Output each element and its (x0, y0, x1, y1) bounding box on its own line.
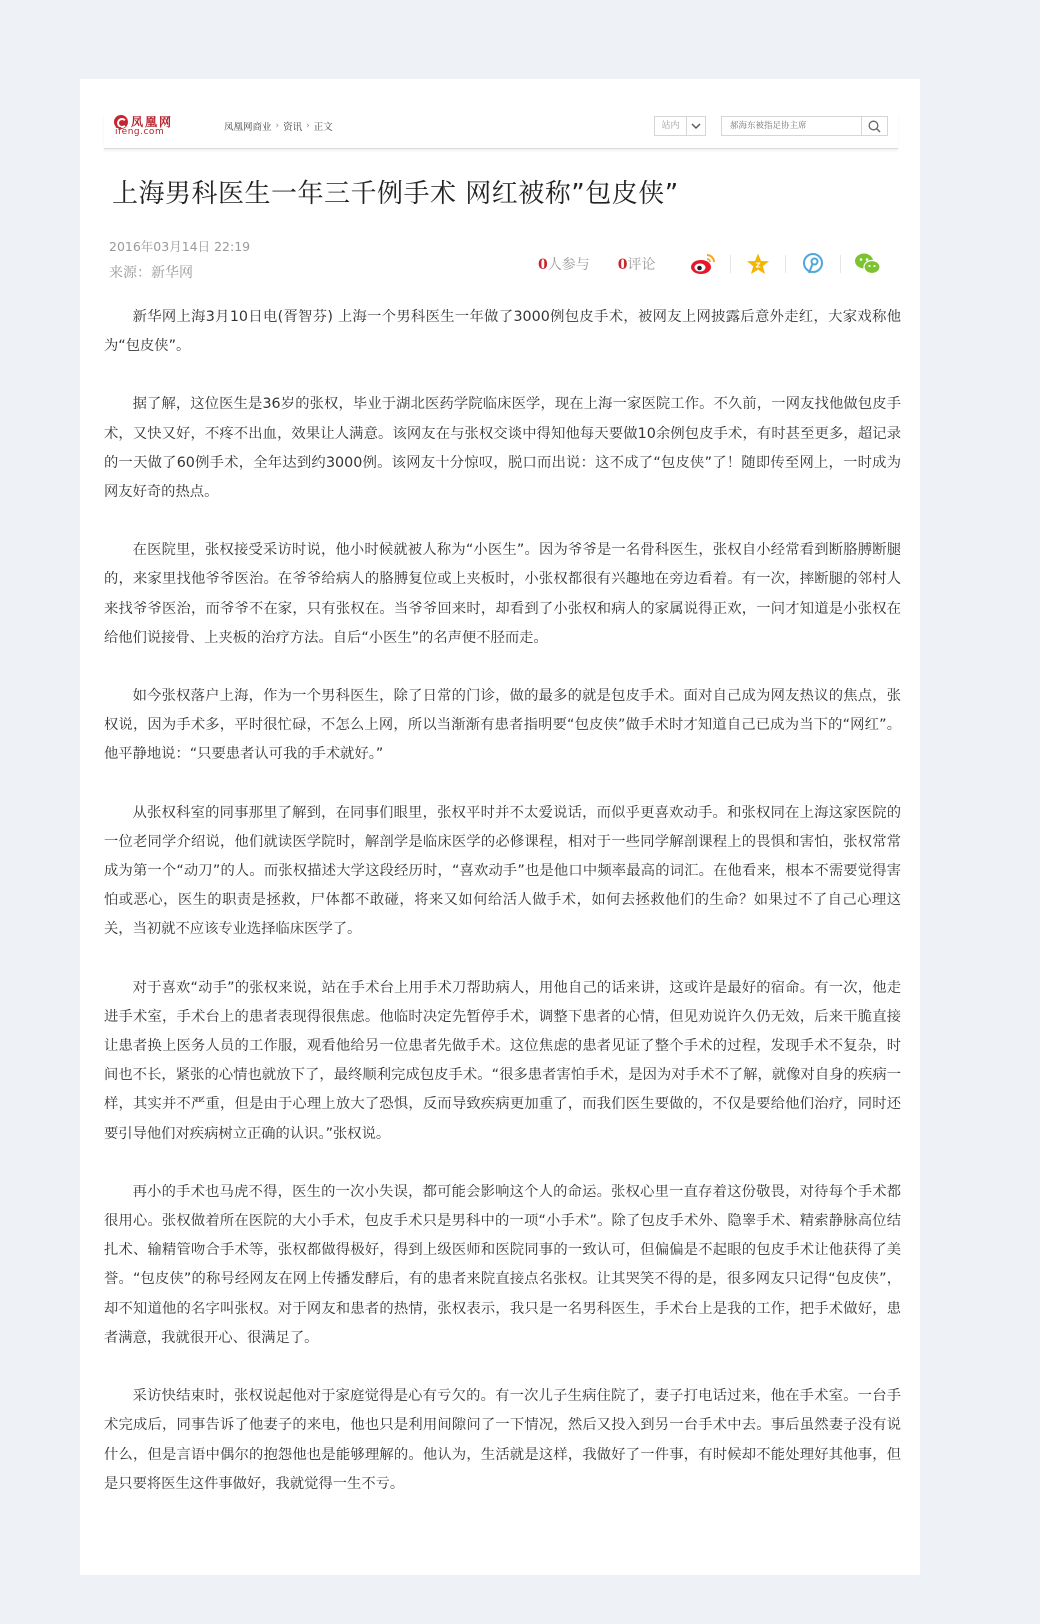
logo-text-en: ifeng.com (115, 127, 165, 137)
wechat-icon[interactable] (853, 251, 883, 277)
article-paragraph: 再小的手术也马虎不得，医生的一次小失误，都可能会影响这个人的命运。张权心里一直存着这份敬畏，对待每个手术都很用心。张权做着所在医院的大小手术，包皮手术只是男科中的一项“小手术”。除了包皮手术外、隐睾手术、精索静脉高位结扎术、输精管吻合手术等，张权都做得极好，得到上级医师和医院同事的一致认可，但偏偏是不起眼的包皮手术让他获得了美誉。“包皮侠”的称号经网友在网上传播发酵后，有的患者来院直接点名张权。让其哭笑不得的是，很多网友只记得“包皮侠”，却不知道他的名字叫张权。对于网友和患者的热情，张权表示，我只是一名男科医生，手术台上是我的工作，把手术做好，患者满意，我就很开心、很满足了。 (104, 1183, 901, 1346)
share-bar (688, 251, 883, 277)
comments-count[interactable]: 0评论 (617, 257, 656, 273)
search-scope-value: 站内 (655, 117, 687, 135)
svg-text:Z: Z (754, 261, 761, 270)
publish-date: 2016年03月14日 22:19 (109, 239, 251, 254)
qzone-star-icon[interactable] (743, 251, 773, 277)
breadcrumb (224, 119, 333, 133)
logo-text-cn: 凤凰网 (131, 115, 174, 129)
article-card (80, 79, 920, 1575)
chevron-right-icon: › (275, 121, 280, 131)
article-paragraph: 从张权科室的同事那里了解到，在同事们眼里，张权平时并不太爱说话，而似乎更喜欢动手。和张权同在上海这家医院的一位老同学介绍说，他们就读医学院时，解剖学是临床医学的必修课程，相对于一些同学解剖课程上的畏惧和害怕，张权常常成为第一个“动刀”的人。而张权描述大学这段经历时，“喜欢动手”也是他口中频率最高的词汇。在他看来，根本不需要觉得害怕或恶心，医生的职责是拯救，尸体都不敢碰，将来又如何给活人做手术，如何去拯救他们的生命？如果过不了自己心理这关，当初就不应该专业选择临床医学了。 (104, 804, 901, 938)
breadcrumb-item-business[interactable]: 凤凰网商业 (224, 122, 272, 133)
search-box (721, 116, 888, 136)
article-body (104, 303, 901, 1528)
tencent-weibo-icon[interactable] (798, 251, 828, 277)
article-title: 上海男科医生一年三千例手术 网红被称”包皮侠” (112, 179, 679, 209)
search-scope-select[interactable] (654, 116, 706, 136)
article-paragraph: 据了解，这位医生是36岁的张权，毕业于湖北医药学院临床医学，现在上海一家医院工作。不久前，一网友找他做包皮手术，又快又好，不疼不出血，效果让人满意。该网友在与张权交谈中得知他每天要做10余例包皮手术，有时甚至更多，超记录的一天做了60例手术，全年达到约3000例。该网友十分惊叹，脱口而出说：这不成了“包皮侠”了！随即传至网上，一时成为网友好奇的热点。 (104, 396, 901, 501)
breadcrumb-item-article: 正文 (313, 122, 333, 133)
chevron-right-icon: › (306, 121, 310, 131)
divider (840, 255, 841, 273)
participants-count[interactable]: 0人参与 (538, 257, 590, 273)
search-icon (868, 120, 881, 133)
article-paragraph: 新华网上海3月10日电(胥智芬) 上海一个男科医生一年做了3000例包皮手术，被网友上网披露后意外走红，大家戏称他为“包皮侠”。 (104, 309, 901, 355)
search-button[interactable] (861, 117, 887, 135)
article-meta-actions (538, 251, 883, 277)
article-paragraph: 如今张权落户上海，作为一个男科医生，除了日常的门诊，做的最多的就是包皮手术。面对自己成为网友热议的焦点，张权说，因为手术多，平时很忙碌，不怎么上网，所以当渐渐有患者指明要“包皮侠”做手术时才知道自己已成为当下的“网红”。他平静地说：“只要患者认可我的手术就好。” (104, 688, 901, 763)
article-paragraph: 采访快结束时，张权说起他对于家庭觉得是心有亏欠的。有一次儿子生病住院了，妻子打电话过来，他在手术室。一台手术完成后，同事告诉了他妻子的来电，他也只是利用间隙问了一下情况，然后又投入到另一台手术中去。事后虽然妻子没有说什么，但是言语中偶尔的抱怨他也是能够理解的。他认为，生活就是这样，我做好了一件事，有时候却不能处理好其他事，但是只要将医生这件事做好，我就觉得一生不亏。 (104, 1388, 901, 1492)
article-paragraph: 对于喜欢“动手”的张权来说，站在手术台上用手术刀帮助病人，用他自己的话来讲，这或许是最好的宿命。有一次，他走进手术室，手术台上的患者表现得很焦虑。他临时决定先暂停手术，调整下患者的心情，但见劝说许久仍无效，后来干脆直接让患者换上医务人员的工作服，观看他给另一位患者先做手术。这位焦虑的患者见证了整个手术的过程，发现手术不复杂，时间也不长，紧张的心情也就放下了，最终顺利完成包皮手术。“很多患者害怕手术，是因为对手术不了解，就像对自身的疾病一样，其实并不严重，但是由于心理上放大了恐惧，反而导致疾病更加重了，而我们医生要做的，不仅是要给他们治疗，同时还要引导他们对疾病树立正确的认识。”张权说。 (104, 979, 901, 1142)
article-source: 来源：新华网 (109, 265, 193, 281)
weibo-icon[interactable] (688, 251, 718, 277)
breadcrumb-item-news[interactable]: 资讯 (283, 122, 303, 133)
divider (730, 255, 731, 273)
search-input[interactable] (722, 117, 861, 135)
divider (785, 255, 786, 273)
article-paragraph: 在医院里，张权接受采访时说，他小时候就被人称为“小医生”。因为爷爷是一名骨科医生，张权自小经常看到断胳膊断腿的，来家里找他爷爷医治。在爷爷给病人的胳膊复位或上夹板时，小张权都很有兴趣地在旁边看着。有一次，摔断腿的邻村人来找爷爷医治，而爷爷不在家，只有张权在。当爷爷回来时，却看到了小张权和病人的家属说得正欢，一问才知道是小张权在给他们说接骨、上夹板的治疗方法。自后“小医生”的名声便不胫而走。 (104, 542, 901, 646)
site-header (104, 113, 898, 149)
ifeng-logo[interactable] (114, 113, 192, 139)
chevron-down-icon[interactable] (687, 117, 705, 135)
